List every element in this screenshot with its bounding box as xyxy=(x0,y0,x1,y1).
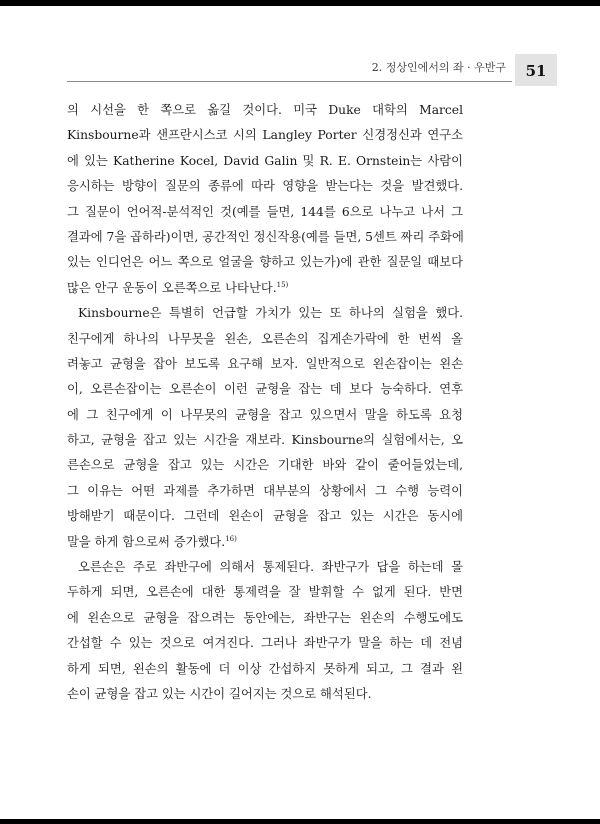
text-line-indented: Kinsbourne은 특별히 언급할 가치가 있는 또 하나의 실험을 했다. xyxy=(78,306,463,321)
text-line: 에 왼손으로 균형을 잡으려는 동안에는, 좌반구는 왼손의 수행도에도 xyxy=(67,610,463,625)
text-line: 그 질문이 언어적-분석적인 것(예를 들면, 144를 6으로 나누고 나서 그 xyxy=(67,204,463,219)
text-line-last xyxy=(67,276,463,301)
body-text xyxy=(67,98,463,707)
paragraph xyxy=(67,555,463,707)
page-number-text: 51 xyxy=(525,62,547,80)
text-line: 려놓고 균형을 잡아 보도록 요구해 보자. 일반적으로 왼손잡이는 왼손 xyxy=(67,356,463,371)
text-line: 있는 인디언은 어느 쪽으로 얼굴을 향하고 있는가)에 관한 질문일 때보다 xyxy=(67,255,463,270)
running-head xyxy=(67,58,512,82)
book-page xyxy=(0,6,600,819)
paragraph xyxy=(67,98,463,301)
text-line: 에 그 친구에게 이 나무못의 균형을 잡고 있으면서 말을 하도록 요청 xyxy=(67,407,463,422)
footnote-ref: 15) xyxy=(276,280,289,289)
text-line: 방해받기 때문이다. 그런데 왼손이 균형을 잡고 있는 시간은 동시에 xyxy=(67,509,463,524)
text-line: 이, 오른손잡이는 오른손이 이런 균형을 잡는 데 보다 능숙하다. 연후 xyxy=(67,382,463,397)
paragraph xyxy=(67,301,463,555)
text-line-last xyxy=(67,530,463,555)
text-line: 에 있는 Katherine Kocel, David Galin 및 R. E. Ornstein는 사람이 xyxy=(67,153,463,168)
text-line-content: 많은 안구 운동이 오른쪽으로 나타난다. xyxy=(67,280,277,295)
text-line: 하게 되면, 왼손의 활동에 더 이상 간섭하지 못하게 되고, 그 결과 왼 xyxy=(67,661,463,676)
text-line: 의 시선을 한 쪽으로 옮길 것이다. 미국 Duke 대학의 Marcel xyxy=(67,103,463,117)
footnote-ref: 16) xyxy=(225,534,237,543)
text-line-indented: 오른손은 주로 좌반구에 의해서 통제된다. 좌반구가 답을 하는데 몰 xyxy=(78,560,463,575)
text-line: 른손으로 균형을 잡고 있는 시간은 기대한 바와 같이 줄어들었는데, xyxy=(67,458,463,473)
text-line: 간섭할 수 있는 것으로 여겨진다. 그러나 좌반구가 말을 하는 데 전념 xyxy=(67,636,463,651)
text-line: 친구에게 하나의 나무못을 왼손, 오른손의 집게손가락에 한 번씩 올 xyxy=(67,331,463,346)
running-title: 2. 정상인에서의 좌 · 우반구 xyxy=(371,61,506,74)
text-line: 결과에 7을 곱하라)이면, 공간적인 정신작용(예를 들면, 5센트 짜리 주화에 xyxy=(67,229,464,244)
text-line-last: 손이 균형을 잡고 있는 시간이 길어지는 것으로 해석된다. xyxy=(67,686,372,701)
text-line: Kinsbourne과 샌프란시스코 시의 Langley Porter 신경정신과 연구소 xyxy=(67,128,463,143)
text-line: 두하게 되면, 오른손에 대한 통제력을 잘 발휘할 수 없게 된다. 반면 xyxy=(67,585,463,600)
text-line: 하고, 균형을 잡고 있는 시간을 재보라. Kinsbourne의 실험에서는, 오 xyxy=(67,433,463,448)
text-line-content: 말을 하게 함으로써 증가했다. xyxy=(67,534,226,549)
page-number xyxy=(515,54,557,86)
text-line: 그 이유는 어떤 과제를 추가하면 대부분의 상황에서 그 수행 능력이 xyxy=(67,483,463,498)
text-line: 응시하는 방향이 질문의 종류에 따라 영향을 받는다는 것을 발견했다. xyxy=(67,179,463,194)
